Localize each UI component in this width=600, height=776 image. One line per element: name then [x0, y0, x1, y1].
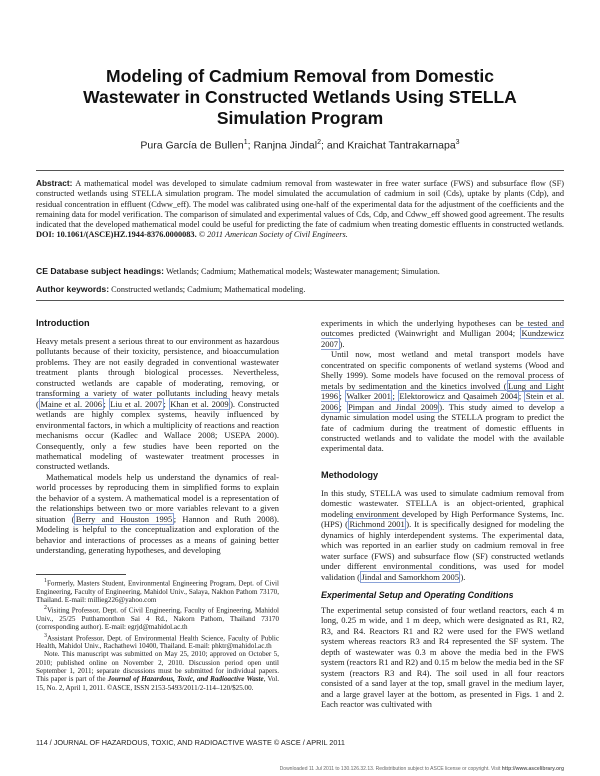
- citation-link[interactable]: Khan et al. 2009: [170, 398, 229, 409]
- footnote-note: Note. This manuscript was submitted on May 25, 2010; approved on October 5, 2010; published online on November 2, 2010. Discussion period open until September 1, 2011; separate discussions must be submitted for individual papers. This paper is part of the Journal of Hazardous, Toxic, and Radioactive Waste, Vol. 15, No. 2, April 1, 2011. ©ASCE, ISSN 2153-5493/2011/2-114–120/$25.00.: [36, 650, 280, 692]
- right-column: [321, 318, 564, 710]
- citation-link[interactable]: Maine et al. 2006: [40, 398, 103, 409]
- author-keywords-label: Author keywords:: [36, 284, 110, 294]
- author-3: and Kraichat Tantrakarnapa: [326, 139, 456, 152]
- author-1: Pura García de Bullen: [140, 139, 244, 152]
- citation-link[interactable]: Jindal and Samorkhom 2005: [361, 571, 459, 582]
- author-1-affil: 1: [243, 139, 248, 146]
- left-column: [36, 318, 279, 556]
- page-footer: 114 / JOURNAL OF HAZARDOUS, TOXIC, AND RADIOACTIVE WASTE © ASCE / APRIL 2011: [36, 738, 345, 747]
- doi[interactable]: DOI: 10.1061/(ASCE)HZ.1944-8376.0000083.: [36, 230, 197, 240]
- citation-link[interactable]: Stein et al. 2006: [321, 391, 564, 412]
- citation-link[interactable]: Pimpan and Jindal 2009: [348, 401, 438, 412]
- download-notice: Downloaded 11 Jul 2011 to 130.126.32.13. Redistribution subject to ASCE license or copyright. Visit http://www.ascelibrary.org: [279, 766, 564, 772]
- footnote: $^1$Formerly, Masters Student, Environmental Engineering Program, Dept. of Civil Engineering, Faculty of Engineering, Mahidol Univ., Salaya, Nakhon Pathom 73170, Thailand. E-mail: millieg226@yahoo.com: [36, 578, 279, 604]
- author-2-affil: 2: [317, 139, 322, 146]
- paragraph: The experimental setup consisted of four wetland reactors, each 4 m long, 0.25 m wide, and 1 m deep, which were designated as R1, R2, R3, and R4. Reactors R1 and R2 were used for the FWS wetland system whereas reactors R3 and R4 represented the SF system. The depth of wastewater was 0.3 m above the media bed in the FWS system (reactors R1 and R2) and 0.15 m below the media bed in the SF system (reactors R3 and R4). The soil used in all four reactors consisted of a sand layer at the top, small gravel in the medium layer, and a large gravel layer at the bottom, as presented in Figs. 1 and 2. Each reactor was cultivated with: [321, 604, 564, 710]
- author-keywords-text: Constructed wetlands; Cadmium; Mathematical modeling.: [111, 285, 306, 294]
- ce-headings-text: Wetlands; Cadmium; Mathematical models; Wastewater management; Simulation.: [165, 267, 440, 276]
- ce-headings-label: CE Database subject headings:: [36, 266, 164, 276]
- abstract-label: Abstract:: [36, 178, 73, 188]
- author-3-affil: 3: [455, 139, 460, 146]
- footnote: $^2$Visiting Professor, Dept. of Civil Engineering, Faculty of Engineering, Mahidol Univ., 25/25 Putthamonthon Sai 4 Rd., Nakorn Pathom, Thailand 73170 (corresponding author). E-mail: egrjd@mahidol.ac.th: [36, 605, 279, 632]
- paper-title: Modeling of Cadmium Removal from Domestic Wastewater in Constructed Wetlands Using STELLA Simulation Program: [83, 66, 517, 128]
- copyright: © 2011 American Society of Civil Engineers.: [198, 230, 348, 240]
- section-heading-introduction: Introduction: [36, 318, 90, 328]
- citation-link[interactable]: Berry and Houston 1995: [75, 513, 173, 524]
- citation-link[interactable]: Walker 2001: [346, 391, 391, 402]
- ascelibrary-link[interactable]: http://www.ascelibrary.org: [501, 766, 564, 772]
- author-keywords: [36, 284, 564, 295]
- paragraph: Until now, most wetland and metal transport models have concentrated on specific components of wetland systems (Wood and Shelly 1999). Some models have focused on the removal process of metals by sedimentation and the kinetics involved ( Lung and Light 1996 ; Walker 2001 ; Elektorowicz and Qasaimeh 2004 ; Stein et al. 2006 ; Pimpan and Jindal 2009 ). This study aimed to develop a dynamic simulation model using the STELLA program to predict the fate of cadmium during the treatment of domestic effluents in constructed wetlands and to validate the model with the available experimental data.: [321, 349, 564, 454]
- footnote-rule: [36, 574, 126, 575]
- footnotes: [36, 577, 279, 692]
- divider: [36, 300, 564, 301]
- author-2: Ranjna Jindal: [253, 139, 318, 152]
- divider: [36, 170, 564, 171]
- citation-link[interactable]: Richmond 2001: [349, 519, 405, 530]
- ce-subject-headings: [36, 266, 564, 277]
- abstract-text: A mathematical model was developed to simulate cadmium removal from wastewater in free water surface (FWS) and subsurface flow (SF) constructed wetlands using STELLA simulation program. The model simulated the accumulation of cadmium in soil (Cds), uptake by plants (Cdp), and residual concentration in effluent (Cdww_eff). The model was calibrated using one-half of the experimental data for the adjustment of the coefficients and the remaining data for model verification. The comparison of simulated and experimental values of Cds, Cdp, and Cdww_eff showed good agreement. The results indicated that the developed mathematical model could be useful for predicting the fate of cadmium when treating domestic effluents in constructed wetlands.: [36, 179, 564, 230]
- citation-link[interactable]: Kundzewicz 2007: [321, 328, 564, 349]
- abstract: [36, 178, 564, 241]
- citation-link[interactable]: Lung and Light 1996: [321, 380, 564, 402]
- paragraph: In this study, STELLA was used to simulate cadmium removal from domestic wastewater. STELLA is an object-oriented, graphical modeling environment developed by High Performance Systems, Inc. (HPS) ( Richmond 2001 ). It is specifically designed for modeling the dynamics of highly interdependent systems. The experimental data, which was reported in an earlier study on cadmium removal in free water surface (FWS) and subsurface flow (SF) constructed wetlands under different environmental conditions, was used for model validation ( Jindal and Samorkhom 2005 ).: [321, 487, 564, 582]
- paragraph: experiments in which the underlying hypotheses can be tested and outcomes predicted (Wainwright and Mulligan 2004; Kundzewicz 2007 ).: [321, 318, 564, 349]
- paragraph: Mathematical models help us understand the dynamics of real-world processes by reproducing them in simplified forms to explain the behavior of a system. A mathematical model is a representation of the relationships between two or more variables relevant to a given situation ( Berry and Houston 1995 ; Hannon and Ruth 2008). Modeling is helpful to the conceptualization and exploration of the behavior and interactions of processes as a means of gaining better understanding, generating hypotheses, and developing: [36, 471, 280, 556]
- citation-link[interactable]: Liu et al. 2007: [110, 398, 162, 409]
- paragraph: Heavy metals present a serious threat to our environment as hazardous pollutants because of their toxicity, persistence, and bioaccumulation problems. They are not easily degraded in conventional wastewater treatment plants through biological processes. Nevertheless, constructed wetlands are capable of moderating, removing, or transforming a variety of water pollutants including heavy metals ( Maine et al. 2006 ; Liu et al. 2007 ; Khan et al. 2009 ). Constructed wetlands are highly complex systems, heavily influenced by environmental factors, in which a multiplicity of reactions and reaction mechanisms occur (Kadlec and Wallace 2008; USEPA 2000). Consequently, only a few studies have been reported on the mathematical modeling of wastewater treatment processes in constructed wetlands.: [36, 336, 279, 472]
- section-heading-methodology: Methodology: [321, 469, 379, 480]
- subsection-heading-setup: Experimental Setup and Operating Conditions: [321, 589, 514, 600]
- citation-link[interactable]: Elektorowicz and Qasaimeh 2004: [399, 391, 518, 402]
- author-list: Pura García de Bullen$^1$; Ranjna Jindal$^2$; and Kraichat Tantrakarnapa$^3$: [140, 139, 460, 152]
- footnote: $^3$Assistant Professor, Dept. of Environmental Health Science, Faculty of Public Health, Mahidol Univ., Rachathewi 10400, Thailand. E-mail: phktr@mahidol.ac.th: [36, 632, 279, 651]
